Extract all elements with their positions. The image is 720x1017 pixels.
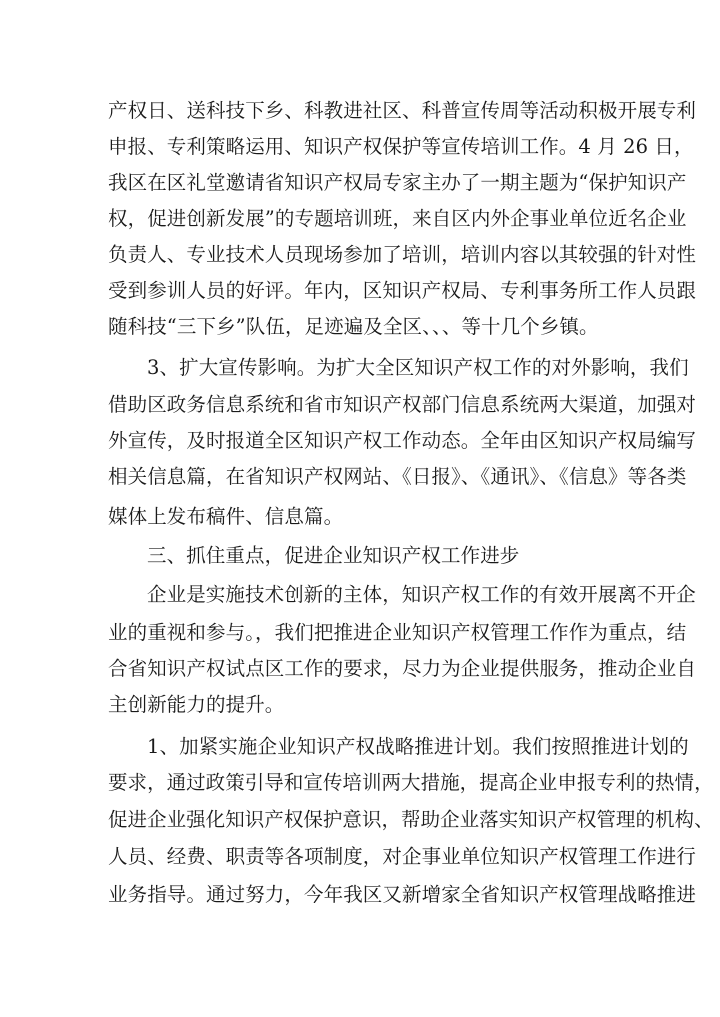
text-line: 促进企业强化知识产权保护意识，帮助企业落实知识产权管理的机构、 xyxy=(108,808,714,831)
text-line: 受到参训人员的好评。年内，区知识产权局、专利事务所工作人员跟 xyxy=(108,279,697,302)
text-line: 产权日、送科技下乡、科教进社区、科普宣传周等活动积极开展专利 xyxy=(108,99,697,122)
section-heading: 三、抓住重点，促进企业知识产权工作进步 xyxy=(147,544,520,567)
text-line: 媒体上发布稿件、信息篇。 xyxy=(108,505,344,528)
text-line: 企业是实施技术创新的主体，知识产权工作的有效开展离不开企 xyxy=(147,583,696,606)
text-line: 1、加紧实施企业知识产权战略推进计划。我们按照推进计划的 xyxy=(147,735,689,758)
text-line: 主创新能力的提升。 xyxy=(108,693,285,716)
text-line: 随科技“三下乡”队伍，足迹遍及全区、、、等十几个乡镇。 xyxy=(108,315,599,338)
text-line: 外宣传，及时报道全区知识产权工作动态。全年由区知识产权局编写 xyxy=(108,429,697,452)
text-line: 业务指导。通过努力，今年我区又新增家全省知识产权管理战略推进 xyxy=(108,883,697,906)
text-line: 负责人、专业技术人员现场参加了培训，培训内容以其较强的针对性 xyxy=(108,243,697,266)
text-line: 申报、专利策略运用、知识产权保护等宣传培训工作。4 月 26 日， xyxy=(108,135,694,158)
text-line: 要求，通过政策引导和宣传培训两大措施，提高企业申报专利的热情， xyxy=(108,771,714,794)
text-line: 业的重视和参与。，我们把推进企业知识产权管理工作作为重点，结 xyxy=(108,621,687,644)
text-line: 3、扩大宣传影响。为扩大全区知识产权工作的对外影响，我们 xyxy=(147,356,689,379)
text-line: 权，促进创新发展”的专题培训班，来自区内外企事业单位近名企业 xyxy=(108,207,687,230)
text-line: 人员、经费、职责等各项制度，对企事业单位知识产权管理工作进行 xyxy=(108,845,697,868)
text-line: 相关信息篇，在省知识产权网站、《日报》、《通讯》、《信息》等各类 xyxy=(108,465,687,488)
text-line: 我区在区礼堂邀请省知识产权局专家主办了一期主题为“保护知识产 xyxy=(108,171,687,194)
text-line: 借助区政务信息系统和省市知识产权部门信息系统两大渠道，加强对 xyxy=(108,393,697,416)
text-line: 合省知识产权试点区工作的要求，尽力为企业提供服务，推动企业自 xyxy=(108,657,697,680)
